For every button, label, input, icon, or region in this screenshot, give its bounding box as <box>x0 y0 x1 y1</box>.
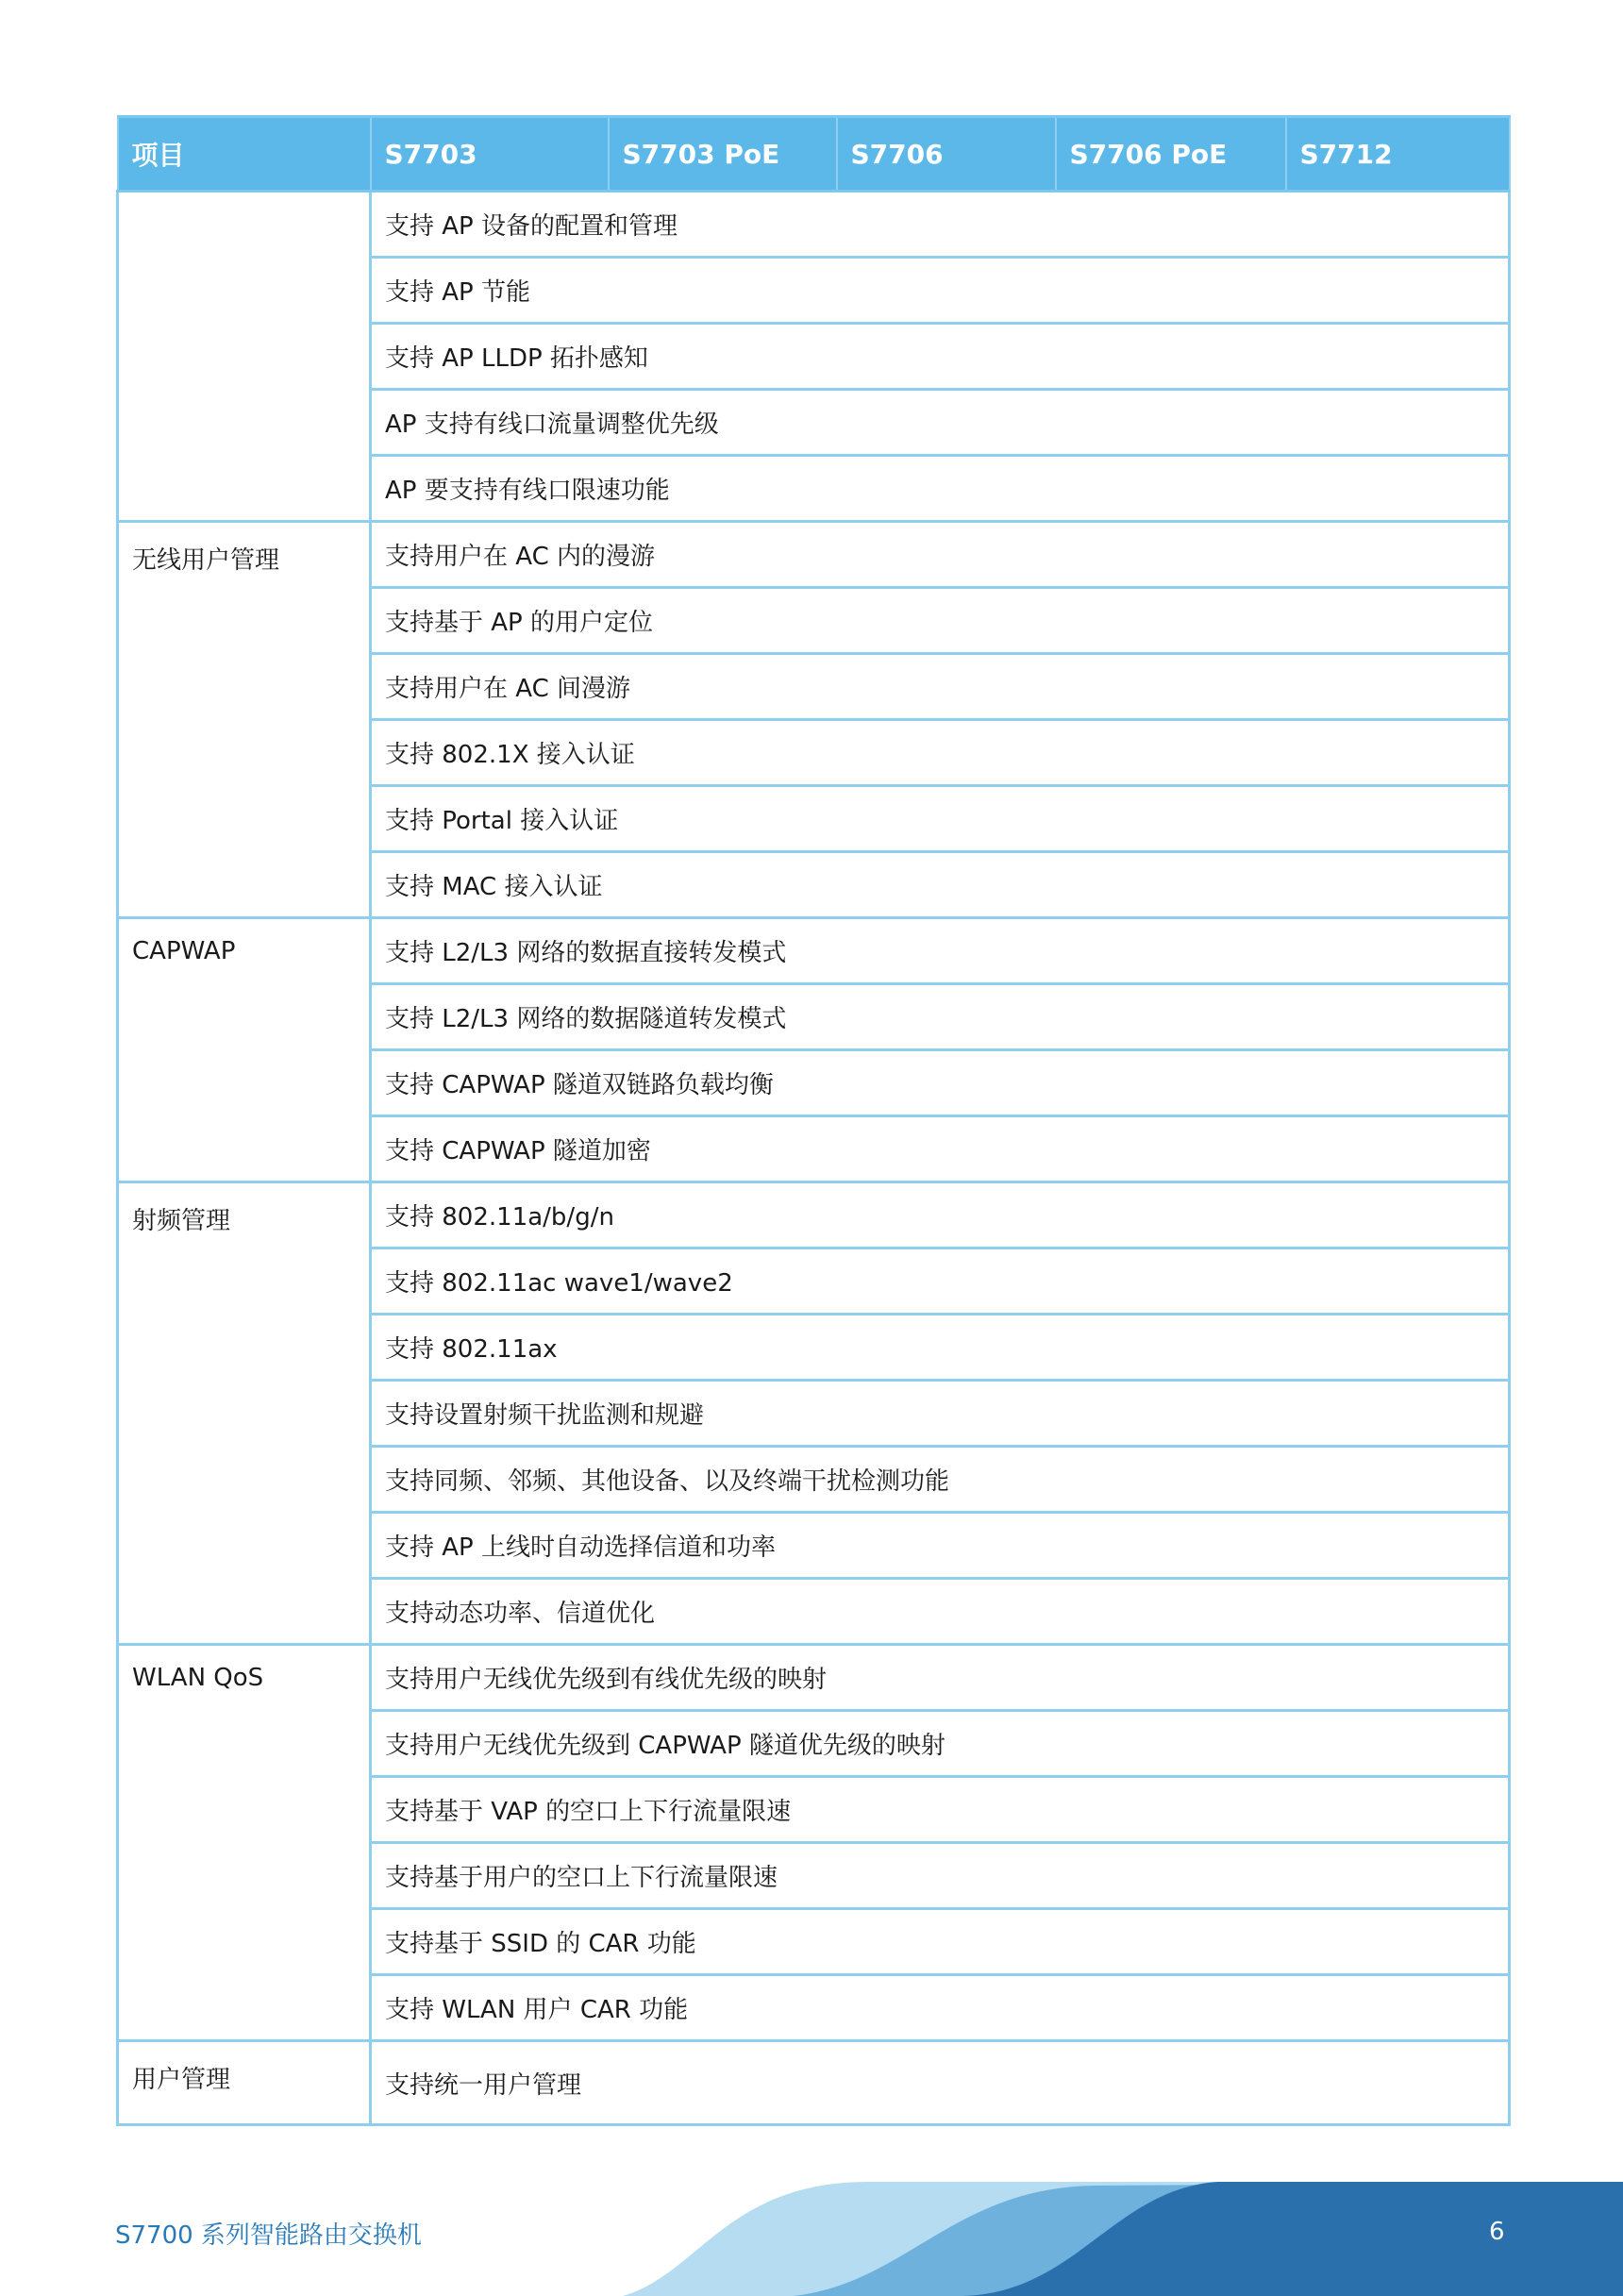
feature-cell: 支持统一用户管理 <box>371 2041 1510 2125</box>
category-cell: 射频管理 <box>118 1182 371 1645</box>
feature-cell: 支持 802.11a/b/g/n <box>371 1182 1510 1249</box>
category-cell: CAPWAP <box>118 918 371 1182</box>
feature-cell: 支持用户在 AC 间漫游 <box>371 654 1510 720</box>
feature-cell: 支持 L2/L3 网络的数据直接转发模式 <box>371 918 1510 984</box>
feature-cell: 支持用户在 AC 内的漫游 <box>371 522 1510 588</box>
feature-cell: 支持 AP 设备的配置和管理 <box>371 192 1510 258</box>
feature-cell: 支持动态功率、信道优化 <box>371 1579 1510 1645</box>
feature-cell: 支持 AP 节能 <box>371 258 1510 324</box>
feature-cell: 支持用户无线优先级到 CAPWAP 隧道优先级的映射 <box>371 1711 1510 1777</box>
feature-cell: 支持基于 SSID 的 CAR 功能 <box>371 1909 1510 1975</box>
table-row <box>118 918 1510 984</box>
category-cell: 用户管理 <box>118 2041 371 2125</box>
feature-cell: 支持设置射频干扰监测和规避 <box>371 1381 1510 1447</box>
feature-cell: 支持 802.1X 接入认证 <box>371 720 1510 786</box>
feature-cell: 支持 802.11ac wave1/wave2 <box>371 1249 1510 1315</box>
header-s7703: S7703 <box>371 117 609 192</box>
feature-cell: 支持 L2/L3 网络的数据隧道转发模式 <box>371 984 1510 1050</box>
table-row <box>118 522 1510 588</box>
table-row <box>118 2041 1510 2125</box>
table-row <box>118 1182 1510 1249</box>
feature-cell: 支持基于用户的空口上下行流量限速 <box>371 1843 1510 1909</box>
footer-title: S7700 系列智能路由交换机 <box>115 2221 422 2250</box>
feature-cell: 支持 Portal 接入认证 <box>371 786 1510 852</box>
category-cell: 无线用户管理 <box>118 522 371 918</box>
feature-cell: 支持 CAPWAP 隧道加密 <box>371 1116 1510 1182</box>
feature-cell: 支持 AP 上线时自动选择信道和功率 <box>371 1513 1510 1579</box>
feature-cell: 支持用户无线优先级到有线优先级的映射 <box>371 1645 1510 1711</box>
feature-cell: 支持 802.11ax <box>371 1315 1510 1381</box>
feature-cell: AP 支持有线口流量调整优先级 <box>371 390 1510 456</box>
feature-cell: 支持基于 VAP 的空口上下行流量限速 <box>371 1777 1510 1843</box>
header-s7703-poe: S7703 PoE <box>609 117 837 192</box>
feature-cell: AP 要支持有线口限速功能 <box>371 456 1510 522</box>
category-cell: WLAN QoS <box>118 1645 371 2041</box>
header-s7706: S7706 <box>837 117 1056 192</box>
feature-cell: 支持 CAPWAP 隧道双链路负载均衡 <box>371 1050 1510 1116</box>
feature-cell: 支持 WLAN 用户 CAR 功能 <box>371 1975 1510 2041</box>
header-s7706-poe: S7706 PoE <box>1056 117 1286 192</box>
header-s7712: S7712 <box>1286 117 1510 192</box>
feature-cell: 支持同频、邻频、其他设备、以及终端干扰检测功能 <box>371 1447 1510 1513</box>
table-header-row <box>118 117 1510 192</box>
header-item: 项目 <box>118 117 371 192</box>
category-cell <box>118 192 371 522</box>
page-number: 6 <box>1489 2218 1505 2246</box>
feature-cell: 支持基于 AP 的用户定位 <box>371 588 1510 654</box>
table-row <box>118 1645 1510 1711</box>
table-body <box>118 192 1510 2125</box>
table-row <box>118 192 1510 258</box>
feature-cell: 支持 AP LLDP 拓扑感知 <box>371 324 1510 390</box>
feature-cell: 支持 MAC 接入认证 <box>371 852 1510 918</box>
spec-table <box>116 115 1511 2126</box>
